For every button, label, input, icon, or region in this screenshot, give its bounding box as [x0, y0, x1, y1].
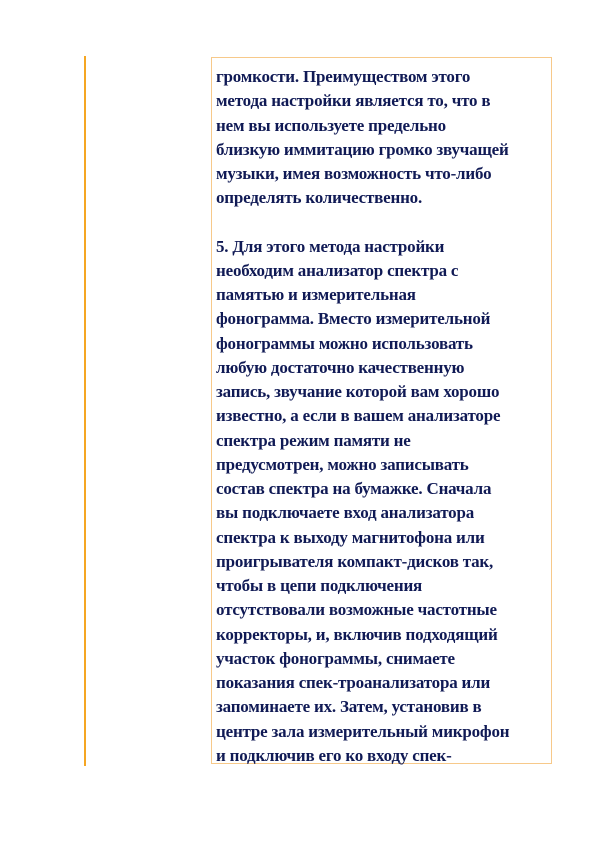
text-line: необходим анализатор спектра с	[216, 260, 459, 280]
text-line: отсутствовали возможные частотные	[216, 600, 497, 620]
text-frame	[211, 57, 552, 764]
text-line: любую достаточно качественную	[216, 357, 465, 377]
text-line: музыки, имея возможность что-либо	[216, 164, 492, 183]
text-line: центре зала измерительный микрофон	[216, 721, 510, 741]
left-margin-rule	[84, 56, 86, 766]
text-line: вы подключаете вход анализатора	[216, 503, 475, 523]
text-line: и подключив его ко входу спек-	[216, 745, 452, 765]
text-line: близкую иммитацию громко звучащей	[216, 139, 509, 159]
text-line: запоминаете их. Затем, установив в	[216, 697, 482, 717]
text-line: показания спек-троанализатора или	[216, 673, 491, 692]
text-line: памятью и измерительная	[216, 285, 416, 304]
text-line: корректоры, и, включив подходящий	[216, 624, 498, 644]
text-line: спектра к выходу магнитофона или	[216, 527, 485, 547]
text-line: 5. Для этого метода настройки	[216, 236, 445, 256]
text-line: участок фонограммы, снимаете	[216, 648, 455, 668]
text-line: состав спектра на бумажке. Сначала	[216, 479, 492, 498]
text-line: определять количественно.	[216, 188, 423, 208]
text-line: предусмотрен, можно записывать	[216, 454, 469, 474]
paragraph-2	[216, 235, 551, 769]
text-line: известно, а если в вашем анализаторе	[216, 406, 501, 426]
text-line: запись, звучание которой вам хорошо	[216, 382, 500, 401]
text-line: фонограммы можно использовать	[216, 333, 473, 353]
text-line: фонограмма. Вместо измерительной	[216, 309, 491, 329]
text-line: нем вы используете предельно	[216, 115, 446, 135]
text-line: чтобы в цепи подключения	[216, 576, 423, 595]
text-line: метода настройки является то, что в	[216, 91, 491, 111]
text-line: проигрывателя компакт-дисков так,	[216, 551, 494, 571]
paragraph-spacer	[216, 211, 551, 235]
paragraph-1	[216, 65, 551, 211]
text-line: спектра режим памяти не	[216, 430, 411, 450]
text-line: громкости. Преимуществом этого	[216, 67, 471, 86]
